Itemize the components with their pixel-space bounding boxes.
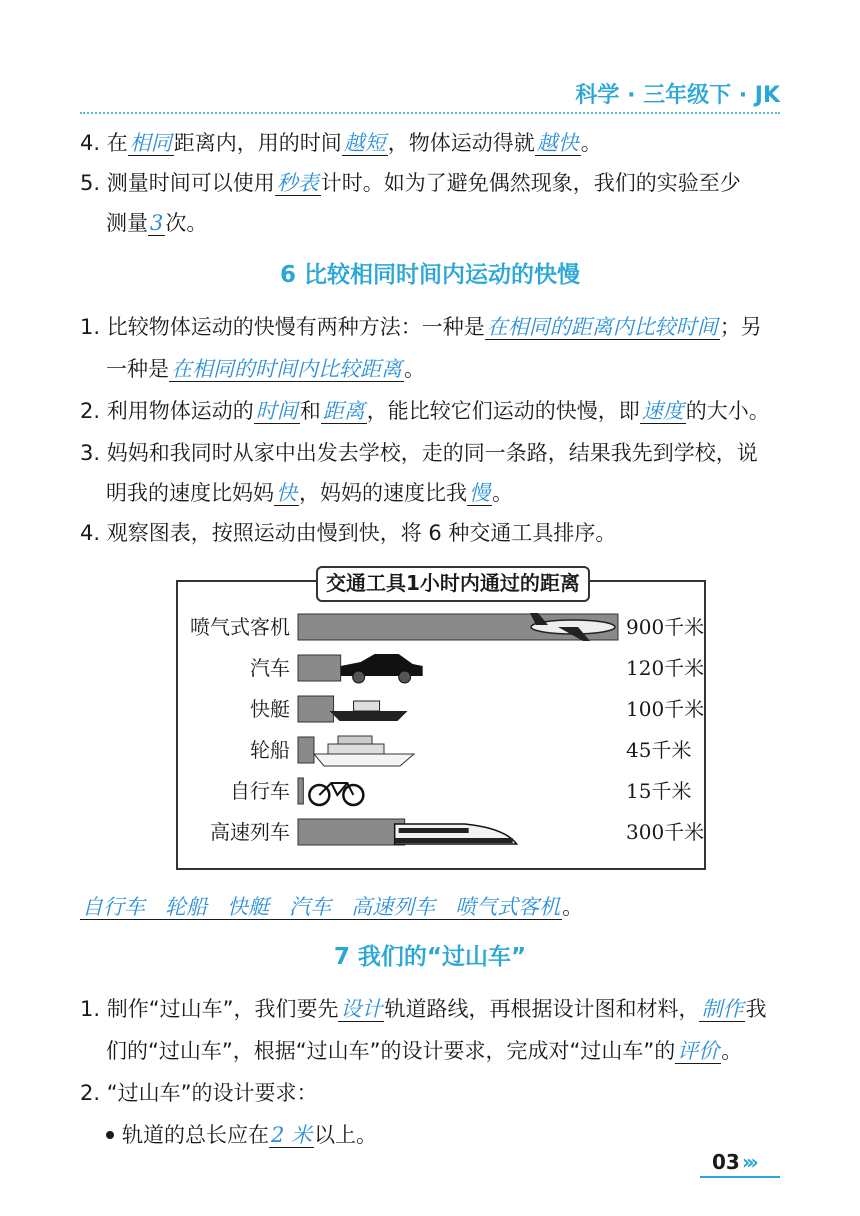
text: ，能比较它们运动的快慢，即 — [366, 399, 640, 423]
value-label: 120千米 — [626, 656, 705, 680]
answer-blank: 相同 — [129, 131, 172, 155]
value-label: 15千米 — [626, 779, 692, 803]
question-4 — [80, 128, 800, 158]
answer-blank: 慢 — [469, 481, 490, 505]
answer-blank: 秒表 — [276, 171, 319, 195]
s7-bullet-1 — [106, 1120, 826, 1150]
text: 次。 — [165, 211, 208, 235]
category-label: 轮船 — [250, 738, 290, 762]
s6-question-4: 4. 观察图表，按照运动由慢到快，将 6 种交通工具排序。 — [80, 521, 617, 545]
text: 。 — [562, 895, 584, 919]
answer-blank: 越快 — [536, 131, 579, 155]
text: 计时。如为了避免偶然现象，我们的实验至少 — [320, 171, 741, 195]
text: ；另 — [719, 315, 762, 339]
text: 。 — [404, 357, 425, 381]
answer-blank: 制作 — [701, 997, 744, 1021]
bullet-dot — [106, 1131, 114, 1139]
answer-blank: 3 — [150, 211, 164, 235]
s6-question-3-cont — [106, 478, 826, 508]
text: 的大小。 — [685, 399, 770, 423]
footer-rule — [700, 1176, 780, 1178]
s7-question-2: 2. “过山车”的设计要求： — [80, 1081, 318, 1105]
answer-blank: 评价 — [677, 1039, 720, 1063]
text: 1. 比较物体运动的快慢有两种方法：一种是 — [80, 315, 485, 339]
section-6-title: 6 比较相同时间内运动的快慢 — [279, 262, 580, 288]
s6-question-3 — [80, 438, 800, 468]
text: 轨道路线，再根据设计图和材料， — [384, 997, 700, 1021]
text: 一种是 — [106, 357, 169, 381]
text: 2. 利用物体运动的 — [80, 399, 254, 423]
text: 。 — [721, 1039, 743, 1063]
text: 我 — [745, 997, 767, 1021]
category-label: 高速列车 — [210, 820, 290, 844]
question-5 — [80, 168, 800, 198]
value-label: 300千米 — [626, 820, 705, 844]
s7-question-1-cont — [106, 1036, 826, 1066]
value-label: 100千米 — [626, 697, 705, 721]
page-header — [80, 70, 780, 114]
text: 距离内，用的时间 — [173, 131, 342, 155]
chart-title: 交通工具1小时内通过的距离 — [316, 566, 590, 602]
answer-blank: 越短 — [343, 131, 386, 155]
text: 。 — [580, 131, 602, 155]
s7-question-1 — [80, 994, 800, 1024]
category-label: 快艇 — [250, 697, 290, 721]
answer-blank: 时间 — [255, 399, 298, 423]
text: ，物体运动得就 — [387, 131, 535, 155]
page-number: 03 — [712, 1150, 740, 1174]
text: 1. 制作“过山车”，我们要先 — [80, 997, 339, 1021]
s6-answer-line — [80, 892, 800, 922]
answer-blank: 快 — [276, 481, 297, 505]
header-title: 科学 · 三年级下 · JK — [575, 83, 780, 108]
text: 4. 在 — [80, 131, 128, 155]
answer-blank: 2 米 — [271, 1123, 313, 1147]
answer-blank: 设计 — [340, 997, 383, 1021]
answer-blank: 在相同的时间内比较距离 — [171, 357, 402, 381]
s6-question-1-cont — [106, 354, 826, 384]
text: 和 — [299, 399, 321, 423]
category-label: 自行车 — [230, 779, 290, 803]
text: 3. 妈妈和我同时从家中出发去学校，走的同一条路，结果我先到学校，说 — [80, 441, 758, 465]
section-7-title: 7 我们的“过山车” — [333, 944, 527, 970]
text: 轨道的总长应在 — [122, 1123, 269, 1147]
text: 们的“过山车”，根据“过山车”的设计要求，完成对“过山车”的 — [106, 1039, 676, 1063]
text: 测量 — [106, 211, 148, 235]
next-arrows-icon: ››› — [742, 1150, 755, 1174]
value-label: 45千米 — [626, 738, 692, 762]
text: 以上。 — [314, 1123, 378, 1147]
category-label: 汽车 — [250, 656, 290, 680]
text: ，妈妈的速度比我 — [299, 481, 467, 505]
text: 。 — [492, 481, 513, 505]
answer-blank: 在相同的距离内比较时间 — [486, 315, 718, 339]
category-label: 喷气式客机 — [190, 615, 290, 639]
chart-frame — [176, 580, 706, 870]
text: 明我的速度比妈妈 — [106, 481, 274, 505]
answer-blank: 距离 — [322, 399, 365, 423]
s6-question-1 — [80, 312, 800, 342]
answer-blank: 自行车 轮船 快艇 汽车 高速列车 喷气式客机 — [82, 895, 561, 919]
value-label: 900千米 — [626, 615, 705, 639]
answer-blank: 速度 — [641, 399, 684, 423]
question-5-cont — [106, 208, 826, 238]
s6-question-2 — [80, 396, 800, 426]
text: 5. 测量时间可以使用 — [80, 171, 275, 195]
